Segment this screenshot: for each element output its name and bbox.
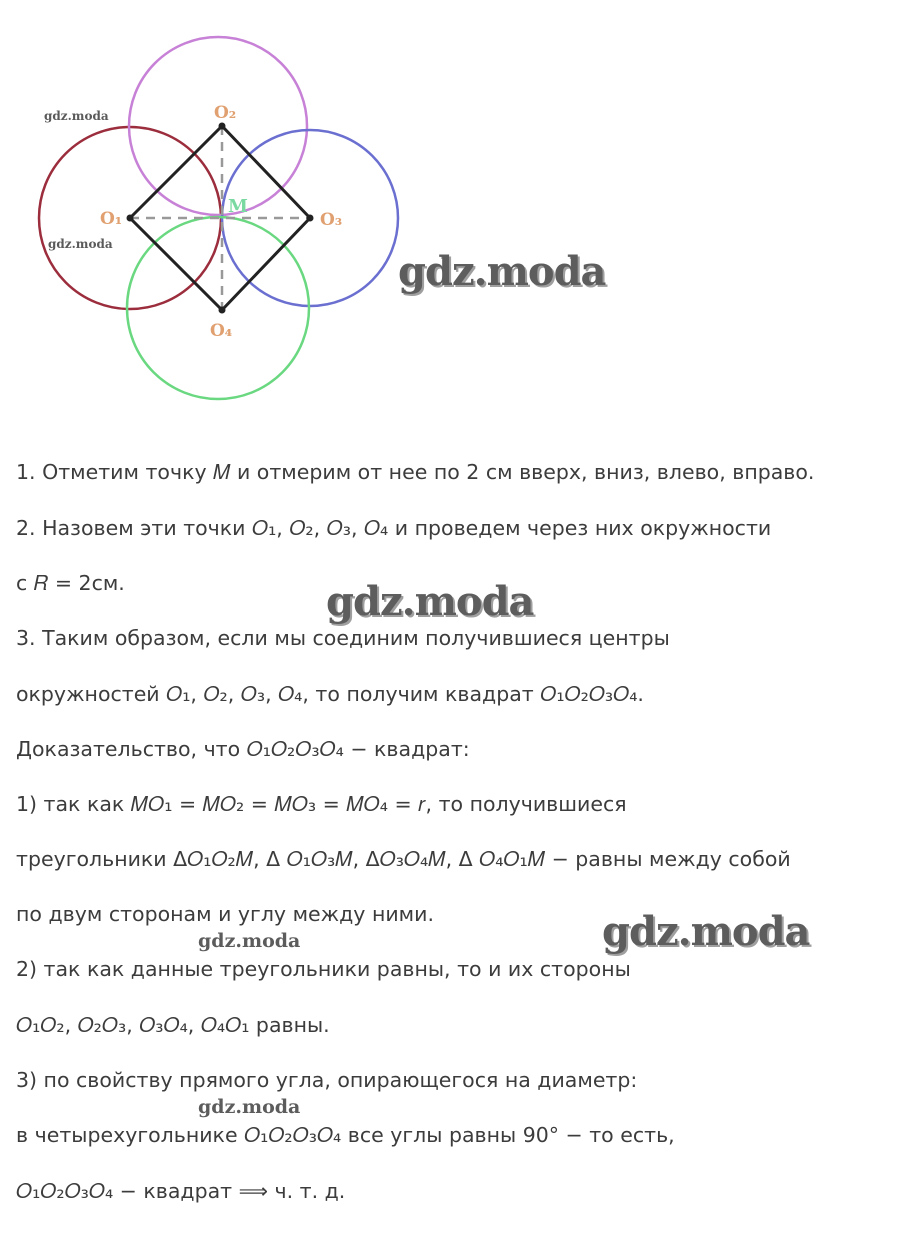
label-o1: O₁	[100, 209, 123, 229]
point-o3	[307, 215, 314, 222]
label-m: M	[228, 196, 248, 217]
text-line-5: окружностей 𝑂₁, 𝑂₂, 𝑂₃, 𝑂₄, то получим квадрат 𝑂₁𝑂₂𝑂₃𝑂₄.	[16, 682, 644, 706]
text-line-14: 𝑂₁𝑂₂𝑂₃𝑂₄ − квадрат ⟹ ч. т. д.	[16, 1179, 346, 1203]
watermark-large-1: gdz.moda	[398, 248, 606, 295]
text-line-6: Доказательство, что 𝑂₁𝑂₂𝑂₃𝑂₄ − квадрат:	[16, 737, 470, 761]
text-line-4: 3. Таким образом, если мы соединим получившиеся центры	[16, 626, 670, 650]
point-o4	[219, 307, 226, 314]
text-line-2: 2. Назовем эти точки 𝑂₁, 𝑂₂, 𝑂₃, 𝑂₄ и проведем через них окружности	[16, 516, 772, 540]
geometry-figure	[0, 0, 898, 420]
text-line-9: по двум сторонам и углу между ними.	[16, 902, 434, 926]
point-o2	[219, 123, 226, 130]
point-o1	[127, 215, 134, 222]
watermark-small-1: gdz.moda	[44, 109, 109, 123]
watermark-small-2: gdz.moda	[48, 237, 113, 251]
text-line-10: 2) так как данные треугольники равны, то и их стороны	[16, 957, 631, 981]
text-line-7: 1) так как 𝑀𝑂₁ = 𝑀𝑂₂ = 𝑀𝑂₃ = 𝑀𝑂₄ = 𝑟, то получившиеся	[16, 792, 627, 816]
label-o2: O₂	[214, 103, 237, 123]
text-line-13: в четырехугольнике 𝑂₁𝑂₂𝑂₃𝑂₄ все углы равны 90° − то есть,	[16, 1123, 675, 1147]
watermark-large-2: gdz.moda	[326, 578, 534, 625]
text-line-12: 3) по свойству прямого угла, опирающегося на диаметр:	[16, 1068, 638, 1092]
watermark-medium-2: gdz.moda	[198, 1096, 301, 1118]
text-line-11: 𝑂₁𝑂₂, 𝑂₂𝑂₃, 𝑂₃𝑂₄, 𝑂₄𝑂₁ равны.	[16, 1013, 330, 1037]
watermark-large-3: gdz.moda	[602, 908, 810, 955]
text-line-1: 1. Отметим точку 𝑀 и отмерим от нее по 2 см вверх, вниз, влево, вправо.	[16, 460, 815, 484]
watermark-medium-1: gdz.moda	[198, 930, 301, 952]
text-line-8: треугольники Δ𝑂₁𝑂₂𝑀, Δ 𝑂₁𝑂₃𝑀, Δ𝑂₃𝑂₄𝑀, Δ 𝑂₄𝑂₁𝑀 − равны между собой	[16, 847, 791, 871]
label-o4: O₄	[210, 321, 233, 341]
text-line-3: с 𝑅 = 2см.	[16, 571, 125, 595]
label-o3: O₃	[320, 210, 343, 230]
